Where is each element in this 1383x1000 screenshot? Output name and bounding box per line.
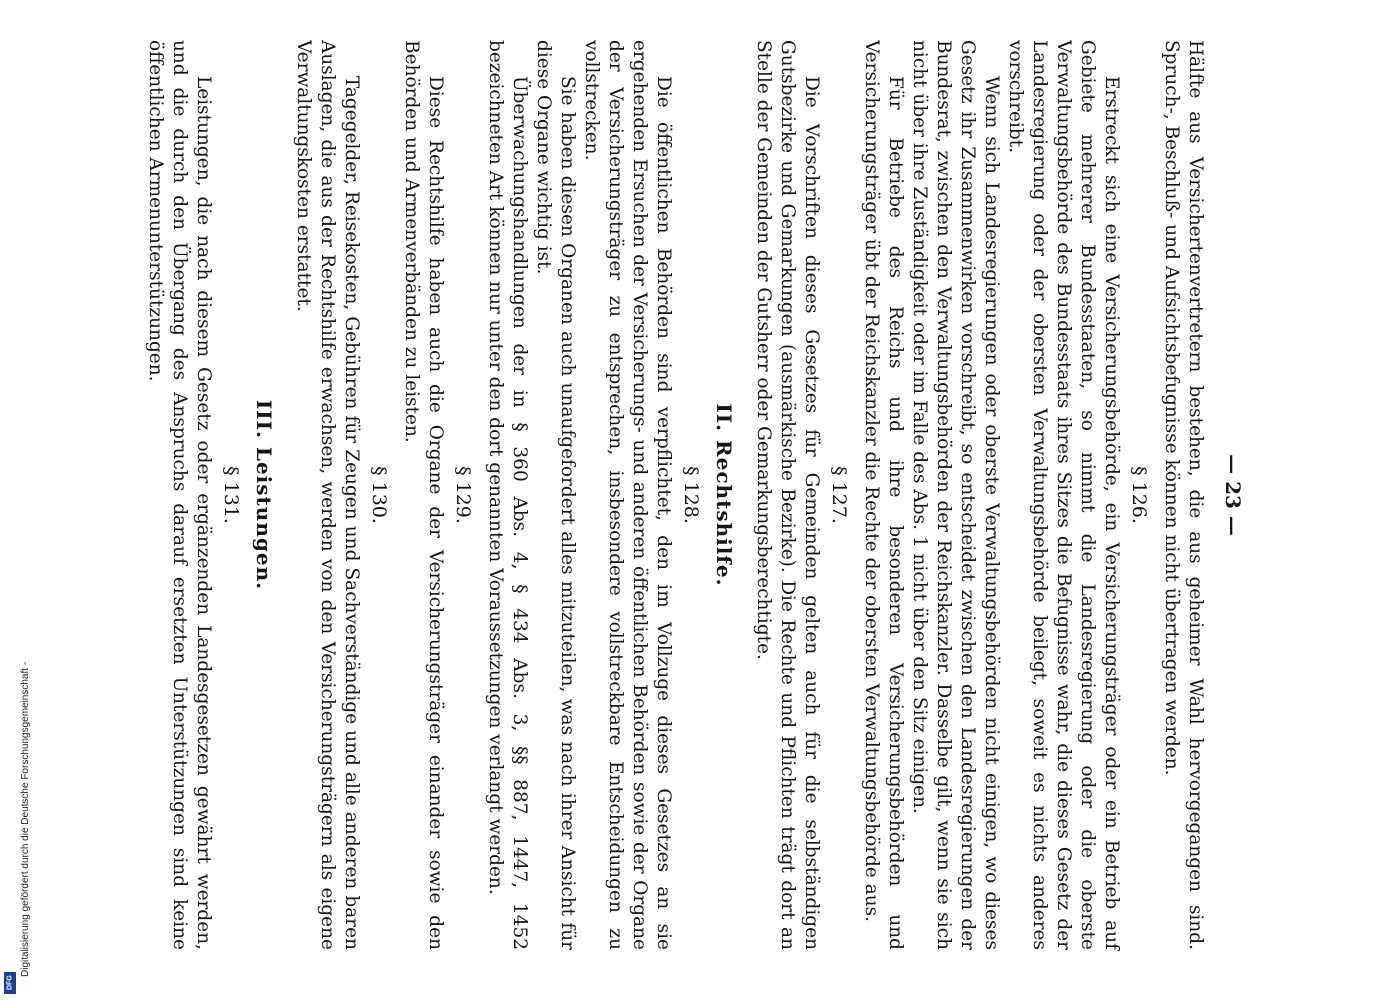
paragraph-continuation: Hälfte aus Versichertenvertretern bestehen, die aus geheimer Wahl hervorgegangen sind. Spruch-, Beschluß- und Aufsichtsbefugnisse können nicht übertragen werden. <box>1161 40 1206 950</box>
paragraph-130: Tagegelder, Reisekosten, Gebühren für Zeugen und Sachverständige und alle anderen baren Auslagen, die aus der Rechtshilfe erwachsen, werden von den Versicherungsträgern als eigene Verwaltungskosten erstattet. <box>293 40 362 950</box>
paragraph-126-1: Erstreckt sich eine Versicherungsbehörde, ein Versicherungsträger oder ein Betrieb auf Gebiete mehrerer Bundesstaaten, so nimmt die Landesregierung oder die oberste Verwaltungsbehörde des Bundesstaats ihres Sitzes die Befugnisse wahr, die dieses Gesetz der Landesregierung oder der obersten Verwaltungsbehörde beilegt, soweit es nichts anderes vorschreibt. <box>1005 40 1122 950</box>
paragraph-128-2: Sie haben diesen Organen auch unaufgefordert alles mitzuteilen, was nach ihrer Ansicht für diese Organe wichtig ist. <box>533 40 578 950</box>
section-heading-128: § 128. <box>680 466 702 524</box>
paragraph-126-3: Für Betriebe des Reichs und ihre besonderen Versicherungsbehörden und Versicherungsträger übt der Reichskanzler die Rechte der obersten Verwaltungsbehörde aus. <box>861 40 906 950</box>
paragraph-127: Die Vorschriften dieses Gesetzes für Gemeinden gelten auch für die selbständigen Gutsbezirke und Gemarkungen (ausmärkische Bezirke). Die Rechte und Pflichten trägt dort an Stelle der Gemeinden der Gutsherr oder Gemarkungsberechtigte. <box>753 40 822 950</box>
section-heading-131: § 131. <box>220 466 242 524</box>
section-heading-126: § 126. <box>1128 466 1150 524</box>
paragraph-131: Leistungen, die nach diesem Gesetz oder ergänzenden Landesgesetzen gewährt werden, und die durch den Übergang des Anspruchs darauf ersetzten Unterstützungen sind keine öffentlichen Armenunterstützungen. <box>145 40 214 950</box>
section-heading-127: § 127. <box>828 466 850 524</box>
chapter-title-rechtshilfe: II. Rechtshilfe. <box>712 403 736 587</box>
digitization-credit <box>20 607 30 992</box>
digitization-credit-text: Digitalisierung gefördert durch die Deutsche Forschungsgemeinschaft - <box>20 661 31 977</box>
dfg-logo: DFG <box>4 972 16 994</box>
paragraph-128-3: Überwachungshandlungen der in § 360 Abs. 4, § 434 Abs. 3, §§ 887, 1447, 1452 bezeichneten Art können nur unter den dort genannten Voraussetzungen verlangt werden. <box>485 40 530 950</box>
section-heading-130: § 130. <box>368 466 390 524</box>
page-number: — 23 — <box>1221 454 1245 536</box>
section-heading-129: § 129. <box>452 466 474 524</box>
paragraph-126-2: Wenn sich Landesregierungen oder oberste Verwaltungsbehörden nicht einigen, wo dieses Gesetz ihr Zusammenwirken vorschreibt, so entscheidet zwischen den Landesregierungen der Bundesrat, zwischen den Verwaltungsbehörden der Reichskanzler. Dasselbe gilt, wenn sie sich nicht über ihre Zuständigkeit oder im Falle des Abs. 1 nicht über den Sitz einigen. <box>909 40 1002 950</box>
paragraph-129: Diese Rechtshilfe haben auch die Organe der Versicherungsträger einander sowie den Behörden und Armenverbänden zu leisten. <box>401 40 446 950</box>
chapter-title-leistungen: III. Leistungen. <box>252 399 276 591</box>
paragraph-128-1: Die öffentlichen Behörden sind verpflichtet, den im Vollzuge dieses Gesetzes an sie ergehenden Ersuchen der Versicherungs- und anderen öffentlichen Behörden sowie der Organe der Versicherungsträger zu entsprechen, insbesondere vollstreckbare Entscheidungen zu vollstrecken. <box>581 40 674 950</box>
document-page <box>115 40 1245 950</box>
